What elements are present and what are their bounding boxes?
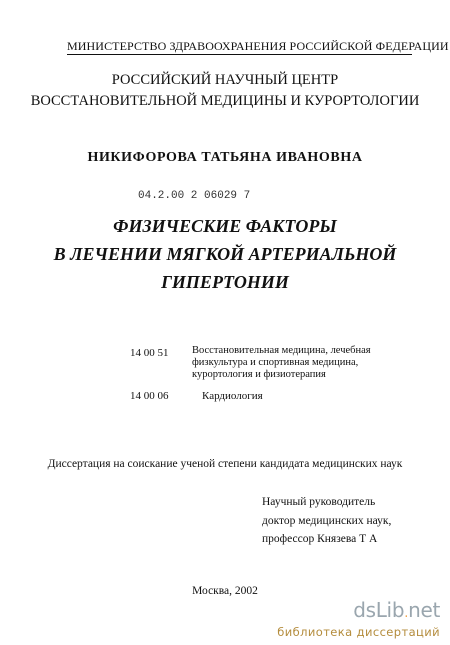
- logo-text: dsLib: [353, 598, 405, 622]
- supervisor-label: Научный руководитель: [262, 496, 376, 508]
- dslib-logo: [277, 599, 440, 625]
- specialty-name-1-line-3: курортология и физиотерапия: [192, 369, 326, 380]
- title-line-1: ФИЗИЧЕСКИЕ ФАКТОРЫ: [113, 216, 337, 236]
- supervisor-degree: доктор медицинских наук,: [262, 515, 392, 527]
- specialty-name-1-line-1: Восстановительная медицина, лечебная: [192, 345, 371, 356]
- ministry-heading: МИНИСТЕРСТВО ЗДРАВООХРАНЕНИЯ РОССИЙСКОЙ ФЕДЕРАЦИИ: [67, 39, 449, 53]
- dissertation-degree-line: Диссертация на соискание ученой степени кандидата медицинских наук: [47, 458, 403, 470]
- specialty-name-2: Кардиология: [202, 390, 263, 402]
- city-year: Москва, 2002: [192, 585, 258, 597]
- institution-line-1: РОССИЙСКИЙ НАУЧНЫЙ ЦЕНТР: [111, 72, 339, 88]
- ministry-underline: [67, 54, 412, 55]
- registration-code: 04.2.00 2 06029 7: [138, 190, 251, 202]
- specialty-name-1-line-2: физкультура и спортивная медицина,: [192, 357, 359, 368]
- institution-line-2: ВОССТАНОВИТЕЛЬНОЙ МЕДИЦИНЫ И КУРОРТОЛОГИИ: [30, 93, 420, 109]
- specialty-code-1: 14 00 51: [130, 347, 169, 359]
- specialty-code-2: 14 00 06: [130, 390, 169, 402]
- author-name: НИКИФОРОВА ТАТЬЯНА ИВАНОВНА: [87, 150, 363, 165]
- dslib-watermark: [277, 599, 440, 639]
- logo-dot: .: [404, 606, 409, 621]
- title-line-2: В ЛЕЧЕНИИ МЯГКОЙ АРТЕРИАЛЬНОЙ: [53, 244, 397, 264]
- logo-tld: net: [408, 598, 440, 622]
- dslib-subtitle: библиотека диссертаций: [277, 625, 440, 639]
- supervisor-name: профессор Князева Т А: [262, 533, 378, 545]
- title-line-3: ГИПЕРТОНИИ: [161, 272, 289, 292]
